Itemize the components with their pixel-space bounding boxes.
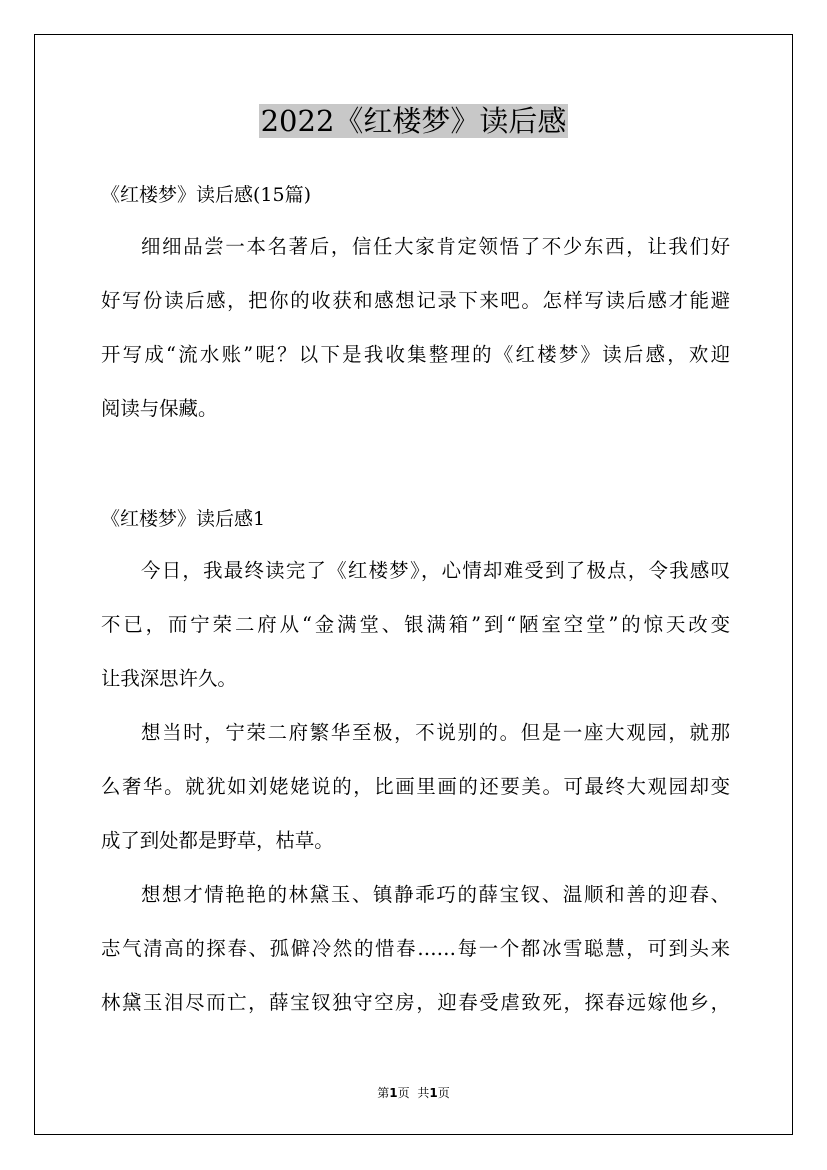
footer-label: 页 bbox=[397, 1086, 410, 1100]
paragraph-line: 志气清高的探春、孤僻冷然的惜春……每一个都冰雪聪慧，可到头来 bbox=[101, 937, 730, 960]
paragraph-line: 今日，我最终读完了《红楼梦》，心情却难受到了极点，令我感叹 bbox=[141, 559, 730, 582]
intro-line: 开写成“流水账”呢？以下是我收集整理的《红楼梦》读后感，欢迎 bbox=[101, 343, 730, 366]
section-heading: 《红楼梦》读后感1 bbox=[101, 508, 266, 530]
body-paragraph-3 bbox=[101, 868, 730, 1030]
paragraph-line: 么奢华。就犹如刘姥姥说的，比画里画的还要美。可最终大观园却变 bbox=[101, 775, 730, 798]
current-page-number: 1 bbox=[389, 1086, 398, 1100]
paragraph-line: 想当时，宁荣二府繁华至极，不说别的。但是一座大观园，就那 bbox=[141, 721, 730, 744]
body-paragraph-2 bbox=[101, 706, 730, 868]
paragraph-line: 成了到处都是野草，枯草。 bbox=[101, 829, 334, 852]
intro-paragraph bbox=[101, 220, 730, 436]
paragraph-line: 想想才情艳艳的林黛玉、镇静乖巧的薛宝钗、温顺和善的迎春、 bbox=[141, 883, 730, 906]
intro-line: 细细品尝一本名著后，信任大家肯定领悟了不少东西，让我们好 bbox=[141, 235, 730, 258]
intro-line: 好写份读后感，把你的收获和感想记录下来吧。怎样写读后感才能避 bbox=[101, 289, 730, 312]
paragraph-line: 不已，而宁荣二府从“金满堂、银满箱”到“陋室空堂”的惊天改变 bbox=[101, 613, 730, 636]
body-paragraph-1 bbox=[101, 544, 730, 706]
intro-line: 阅读与保藏。 bbox=[101, 397, 218, 420]
document-subtitle: 《红楼梦》读后感(15篇) bbox=[101, 184, 312, 206]
document-title: 2022《红楼梦》读后感 bbox=[260, 104, 567, 138]
footer-label: 第 bbox=[377, 1086, 390, 1100]
total-page-number: 1 bbox=[429, 1086, 438, 1100]
paragraph-line: 让我深思许久。 bbox=[101, 667, 237, 690]
footer-label: 共 bbox=[417, 1086, 430, 1100]
footer-label: 页 bbox=[437, 1086, 450, 1100]
page-footer bbox=[0, 1084, 827, 1101]
paragraph-line: 林黛玉泪尽而亡，薛宝钗独守空房，迎春受虐致死，探春远嫁他乡， bbox=[101, 991, 730, 1014]
